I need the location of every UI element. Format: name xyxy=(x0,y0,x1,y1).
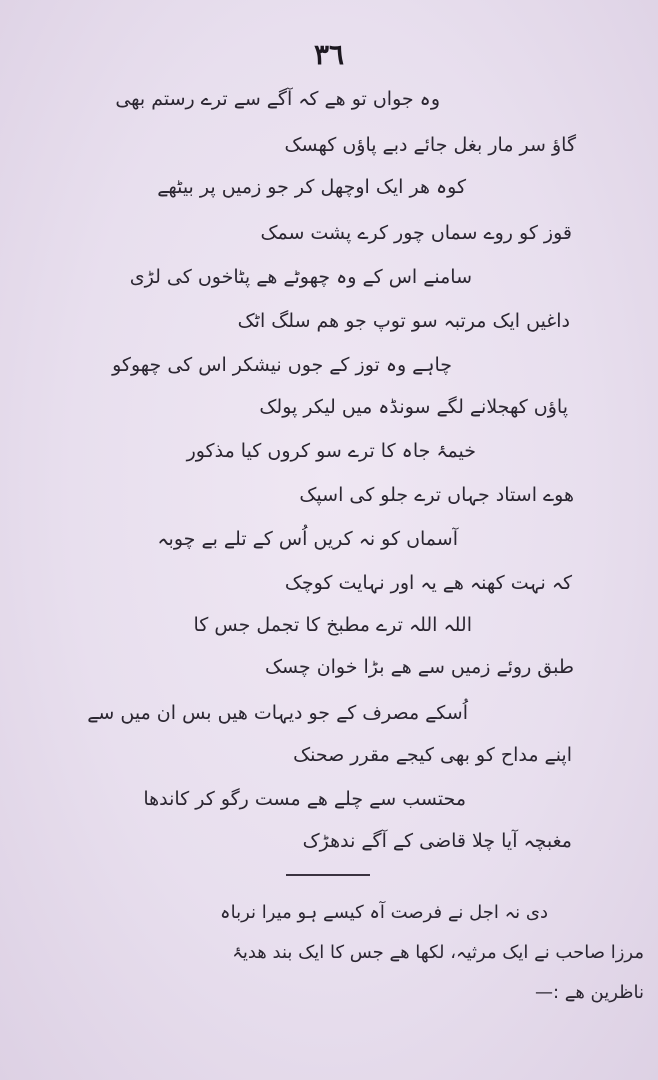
prose-line: مرزا صاحب نے ایک مرثیہ، لکھا ھے جس کا ایک بند ھدیۂ xyxy=(232,942,644,963)
verse-line: خیمۂ جاہ کا ترے سو کروں کیا مذکور xyxy=(186,440,476,462)
verse-line: داغیں ایک مرتبہ سو توپ جو ھم سلگ اٹک xyxy=(237,310,570,332)
verse-line: اللہ اللہ ترے مطبخ کا تجمل جس کا xyxy=(193,614,472,636)
prose-line: دی نہ اجل نے فرصت آہ کیسے ہو میرا نرباہ xyxy=(220,902,548,923)
verse-line: ھوے استاد جہاں ترے جلو کی اسپک xyxy=(299,484,574,506)
verse-line: اُسکے مصرف کے جو دیہات ھیں بس ان میں سے xyxy=(87,702,468,724)
verse-line: مغبچہ آیا چلا قاضی کے آگے ندھڑک xyxy=(302,830,572,852)
section-divider xyxy=(286,874,370,876)
verse-line: طبق روئے زمیں سے ھے بڑا خوان چسک xyxy=(264,656,574,678)
verse-line: پاؤں کھجلانے لگے سونڈہ میں لیکر پولک xyxy=(259,396,568,418)
verse-line: آسماں کو نہ کریں اُس کے تلے بے چوبہ xyxy=(157,528,458,550)
verse-line: محتسب سے چلے ھے مست رگو کر کاندھا xyxy=(143,788,466,810)
verse-line: اپنے مداح کو بھی کیجے مقرر صحنک xyxy=(293,744,572,766)
page-number: ٣٦ xyxy=(313,38,345,71)
verse-line: کہ نہت کھنہ ھے یہ اور نہایت کوچک xyxy=(284,572,572,594)
verse-line: قوز کو روے سماں چور کرے پشت سمک xyxy=(260,222,572,244)
verse-line: سامنے اس کے وہ چھوٹے ھے پٹاخوں کی لڑی xyxy=(129,266,472,288)
verse-line: وہ جواں تو ھے کہ آگے سے ترے رستم بھی xyxy=(115,88,440,110)
prose-line: ناظرین ھے :— xyxy=(534,982,644,1003)
verse-line: چاہے وہ توز کے جوں نیشکر اس کی چھوکو xyxy=(112,354,452,376)
verse-line: گاؤ سر مار بغل جائے دبے پاؤں کھسک xyxy=(284,134,576,156)
verse-line: کوہ ھر ایک اوچھل کر جو زمیں پر بیٹھے xyxy=(157,176,466,198)
